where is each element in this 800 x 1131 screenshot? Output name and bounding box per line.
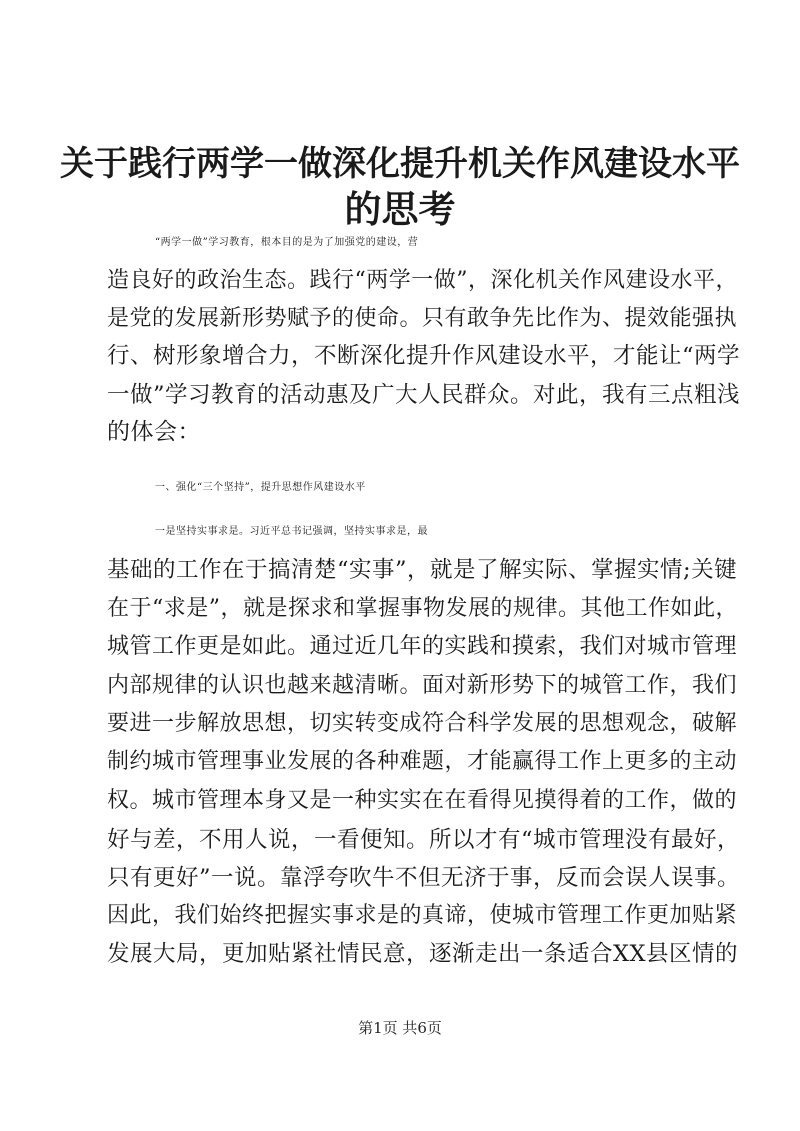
body-line: 权。城市管理本身又是一种实实在在看得见摸得着的工作，做的 xyxy=(107,788,738,813)
page-footer: 第1页 共6页 xyxy=(358,1019,442,1037)
document-title-line-2: 的思考 xyxy=(344,187,456,231)
document-title-line-1: 关于践行两学一做深化提升机关作风建设水平 xyxy=(60,144,740,184)
body-line: 是党的发展新形势赋予的使命。只有敢争先比作为、提效能强执 xyxy=(107,306,738,331)
body-line: 造良好的政治生态。践行“两学一做”，深化机关作风建设水平， xyxy=(107,268,738,293)
body-line: 好与差，不用人说，一看便知。所以才有“城市管理没有最好， xyxy=(107,827,741,853)
section-heading: 一、强化“三个坚持”，提升思想作风建设水平 xyxy=(155,482,366,493)
body-line: 行、树形象增合力，不断深化提升作风建设水平，才能让“两学 xyxy=(107,343,741,369)
body-line: 因此，我们始终把握实事求是的真谛，使城市管理工作更加贴紧 xyxy=(107,903,738,928)
body-line: 在于“求是”，就是探求和掌握事物发展的规律。其他工作如此， xyxy=(107,596,738,621)
body-line: 一做”学习教育的活动惠及广大人民群众。对此，我有三点粗浅 xyxy=(107,382,741,408)
body-line: 基础的工作在于搞清楚“实事”，就是了解实际、掌握实情;关键 xyxy=(107,557,738,583)
body-line: 发展大局，更加贴紧社情民意，逐渐走出一条适合XX县区情的 xyxy=(107,941,739,967)
body-line: 制约城市管理事业发展的各种难题，才能赢得工作上更多的主动 xyxy=(107,749,738,774)
body-line: 只有更好”一说。靠浮夸吹牛不但无济于事，反而会误人误事。 xyxy=(107,865,741,891)
body-line: 一是坚持实事求是。习近平总书记强调，坚持实事求是，最 xyxy=(155,526,428,537)
body-line: 的体会： xyxy=(107,419,201,445)
body-line: “两学一做”学习教育，根本目的是为了加强党的建设，营 xyxy=(155,237,419,248)
body-line: 要进一步解放思想，切实转变成符合科学发展的思想观念，破解 xyxy=(107,711,738,736)
body-line: 内部规律的认识也越来越清晰。面对新形势下的城管工作，我们 xyxy=(107,673,738,698)
body-line: 城管工作更是如此。通过近几年的实践和摸索，我们对城市管理 xyxy=(107,634,738,659)
